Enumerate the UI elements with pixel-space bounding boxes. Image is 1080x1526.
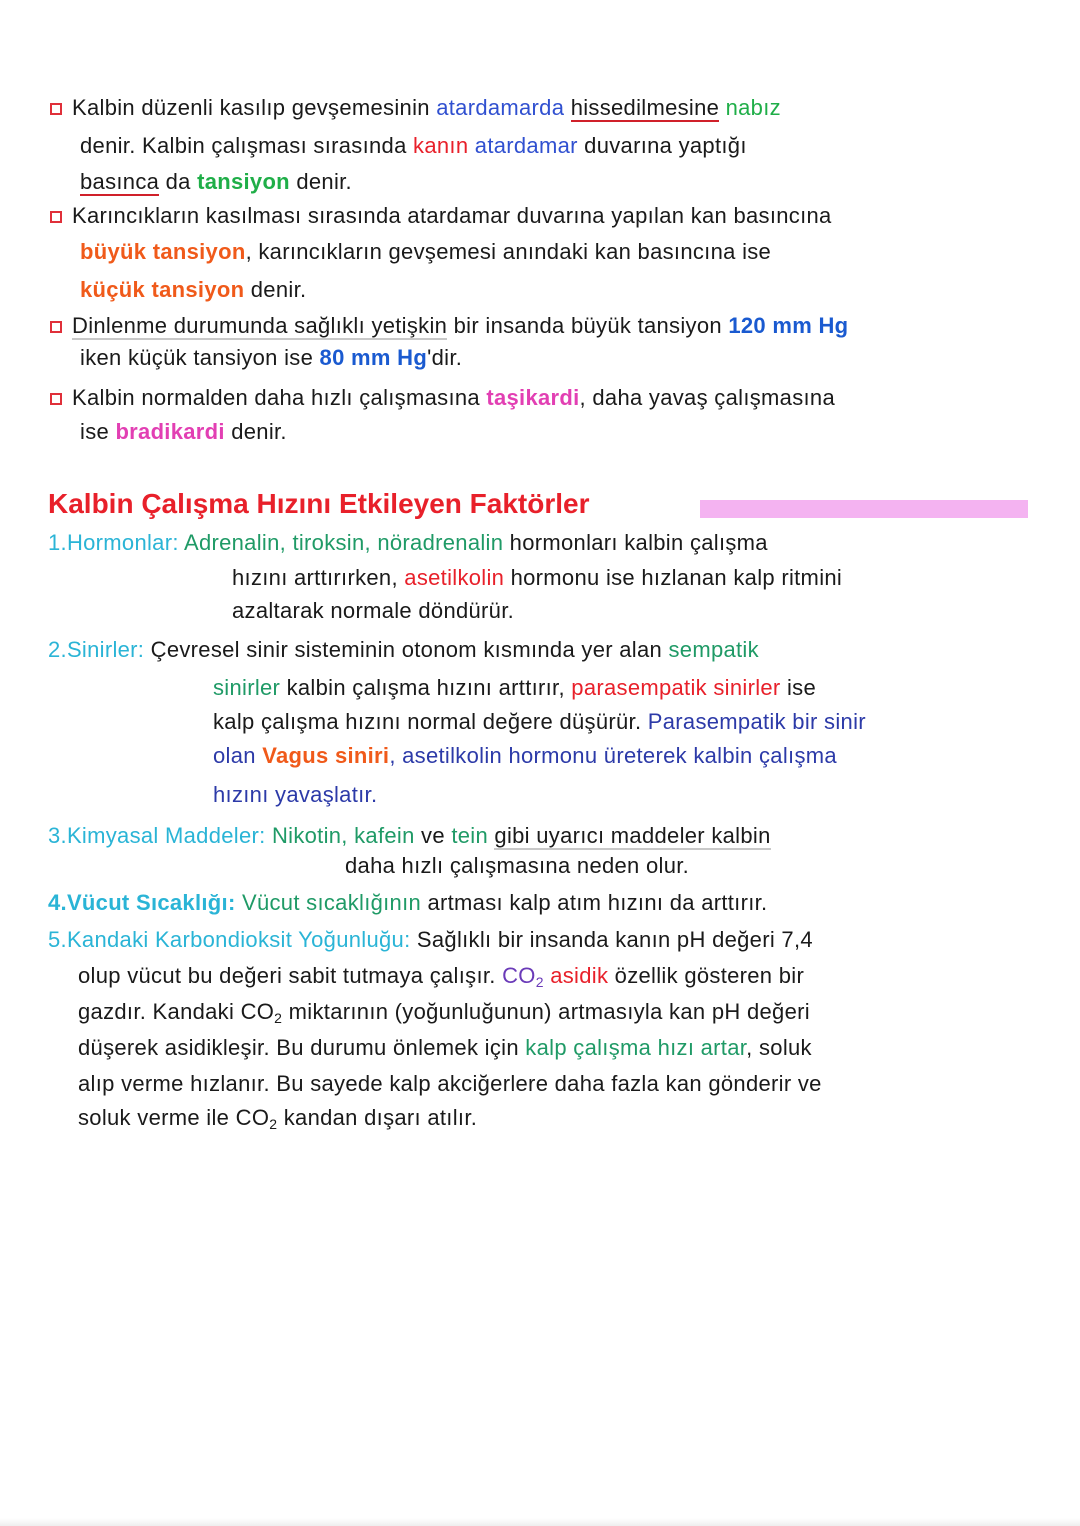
text-segment: sempatik (668, 637, 759, 662)
note-line (232, 596, 514, 626)
note-line (78, 1033, 812, 1063)
text-segment: 5.Kandaki Karbondioksit Yoğunluğu: (48, 927, 417, 952)
text-segment: Nikotin, kafein (271, 823, 415, 848)
checkbox-square-icon (50, 103, 62, 115)
text-segment: alıp verme hızlanır. Bu sayede kalp akciğerlere daha fazla kan gönderir ve (78, 1071, 822, 1096)
note-line (78, 961, 804, 997)
note-line (78, 1069, 822, 1099)
note-line (345, 851, 689, 881)
text-segment: atardamar (474, 133, 578, 158)
text-segment: 80 mm Hg (319, 345, 428, 370)
text-segment: iken küçük tansiyon ise (80, 345, 320, 370)
text-segment: gibi uyarıcı maddeler kalbin (494, 823, 771, 848)
checkbox-square-icon (50, 321, 62, 333)
text-segment: Sağlıklı bir insanda kanın pH değeri 7,4 (416, 927, 813, 952)
text-segment: Dinlenme durumunda sağlıklı yetişkin (72, 313, 448, 338)
checkbox-square-icon (50, 393, 62, 405)
text-segment: 2 (269, 1116, 278, 1132)
text-segment: tansiyon (197, 169, 290, 194)
note-line (80, 237, 771, 267)
text-segment: küçük tansiyon (80, 277, 245, 302)
text-segment: Kalbin düzenli kasılıp gevşemesinin (72, 95, 437, 120)
text-segment: düşerek asidikleşir. Bu durumu önlemek için (78, 1035, 526, 1060)
note-line (78, 1103, 477, 1139)
text-segment: asetilkolin (404, 565, 505, 590)
text-segment: hormonu ise hızlanan kalp ritmini (504, 565, 843, 590)
note-line (213, 741, 837, 771)
text-segment: 2.Sinirler: (48, 637, 151, 662)
text-segment: hissedilmesine (570, 95, 720, 120)
text-segment: denir. Kalbin çalışması sırasında (80, 133, 414, 158)
checkbox-square-icon (50, 211, 62, 223)
heading-highlight (700, 500, 1028, 518)
bullet-line (50, 201, 832, 231)
text-segment: , karıncıkların gevşemesi anındaki kan basıncına ise (245, 239, 772, 264)
text-segment: tein (451, 823, 488, 848)
text-segment: ise (780, 675, 816, 700)
text-segment: büyük tansiyon (80, 239, 246, 264)
text-segment: 2 (274, 1010, 283, 1026)
bullet-line (50, 93, 781, 123)
text-segment: ve (414, 823, 452, 848)
text-segment: 'dir. (427, 345, 463, 370)
text-segment: denir. (244, 277, 307, 302)
text-segment: hızını arttırırken, (232, 565, 405, 590)
text-segment: sinirler (213, 675, 281, 700)
text-segment: , daha yavaş çalışmasına (579, 385, 835, 410)
note-line (48, 821, 771, 851)
bullet-line (50, 383, 835, 413)
note-line (48, 888, 767, 918)
text-segment: 4.Vücut Sıcaklığı: (48, 890, 242, 915)
note-line (80, 343, 462, 373)
page-edge (0, 1518, 1080, 1526)
text-segment: 3.Kimyasal Maddeler: (48, 823, 272, 848)
section-heading: Kalbin Çalışma Hızını Etkileyen Faktörler (48, 488, 590, 519)
text-segment: denir. (289, 169, 352, 194)
text-segment: daha hızlı çalışmasına neden olur. (345, 853, 690, 878)
note-line (48, 925, 813, 955)
note-line (80, 275, 306, 305)
note-line (213, 780, 377, 810)
note-line (213, 673, 816, 703)
text-segment: olan (213, 743, 263, 768)
text-segment: Adrenalin, tiroksin, nöradrenalin (183, 530, 504, 555)
note-line (80, 417, 287, 447)
note-line (48, 635, 759, 665)
text-segment: kalbin çalışma hızını arttırır, (280, 675, 572, 700)
text-segment: 1.Hormonlar: (48, 530, 184, 555)
text-segment: bir insanda büyük tansiyon (447, 313, 729, 338)
text-segment: CO (502, 963, 536, 988)
text-segment: 2 (535, 974, 544, 990)
text-segment: asidik (550, 963, 609, 988)
text-segment: Vagus siniri (262, 743, 390, 768)
text-segment: duvarına yaptığı (577, 133, 747, 158)
text-segment: da (159, 169, 198, 194)
text-segment: kalp çalışma hızını normal değere düşürür. (213, 709, 648, 734)
text-segment: kandan dışarı atılır. (277, 1105, 478, 1130)
note-line (80, 167, 352, 197)
text-segment: miktarının (yoğunluğunun) artmasıyla kan pH değeri (282, 999, 810, 1024)
text-segment: nabız (725, 95, 781, 120)
text-segment: gazdır. Kandaki CO (78, 999, 275, 1024)
note-line (80, 131, 747, 161)
text-segment: hormonları kalbin çalışma (503, 530, 768, 555)
note-line (48, 528, 768, 558)
text-segment (564, 95, 570, 120)
text-segment: artması kalp atım hızını da arttırır. (421, 890, 768, 915)
text-segment: , soluk (746, 1035, 812, 1060)
text-segment: kalp çalışma hızı artar (525, 1035, 747, 1060)
text-segment: basınca (80, 169, 160, 194)
text-segment: azaltarak normale döndürür. (232, 598, 515, 623)
note-line (213, 707, 866, 737)
text-segment: Karıncıkların kasılması sırasında atardamar duvarına yapılan kan basıncına (72, 203, 832, 228)
text-segment: olup vücut bu değeri sabit tutmaya çalışır. (78, 963, 503, 988)
text-segment: Çevresel sinir sisteminin otonom kısmında yer alan (150, 637, 669, 662)
text-segment: soluk verme ile CO (78, 1105, 270, 1130)
text-segment: Vücut sıcaklığının (241, 890, 422, 915)
text-segment: bradikardi (115, 419, 225, 444)
text-segment: kanın (413, 133, 469, 158)
text-segment: özellik gösteren bir (608, 963, 805, 988)
note-line (78, 997, 810, 1033)
text-segment: 120 mm Hg (728, 313, 849, 338)
text-segment: ise (80, 419, 116, 444)
text-segment: parasempatik sinirler (571, 675, 781, 700)
note-line (232, 563, 842, 593)
bullet-line (50, 311, 848, 341)
text-segment: Parasempatik bir sinir (647, 709, 866, 734)
text-segment: denir. (224, 419, 287, 444)
text-segment: taşikardi (486, 385, 580, 410)
text-segment: atardamarda (436, 95, 565, 120)
text-segment: , asetilkolin hormonu üreterek kalbin çalışma (389, 743, 837, 768)
text-segment: Kalbin normalden daha hızlı çalışmasına (72, 385, 487, 410)
text-segment: hızını yavaşlatır. (213, 782, 378, 807)
